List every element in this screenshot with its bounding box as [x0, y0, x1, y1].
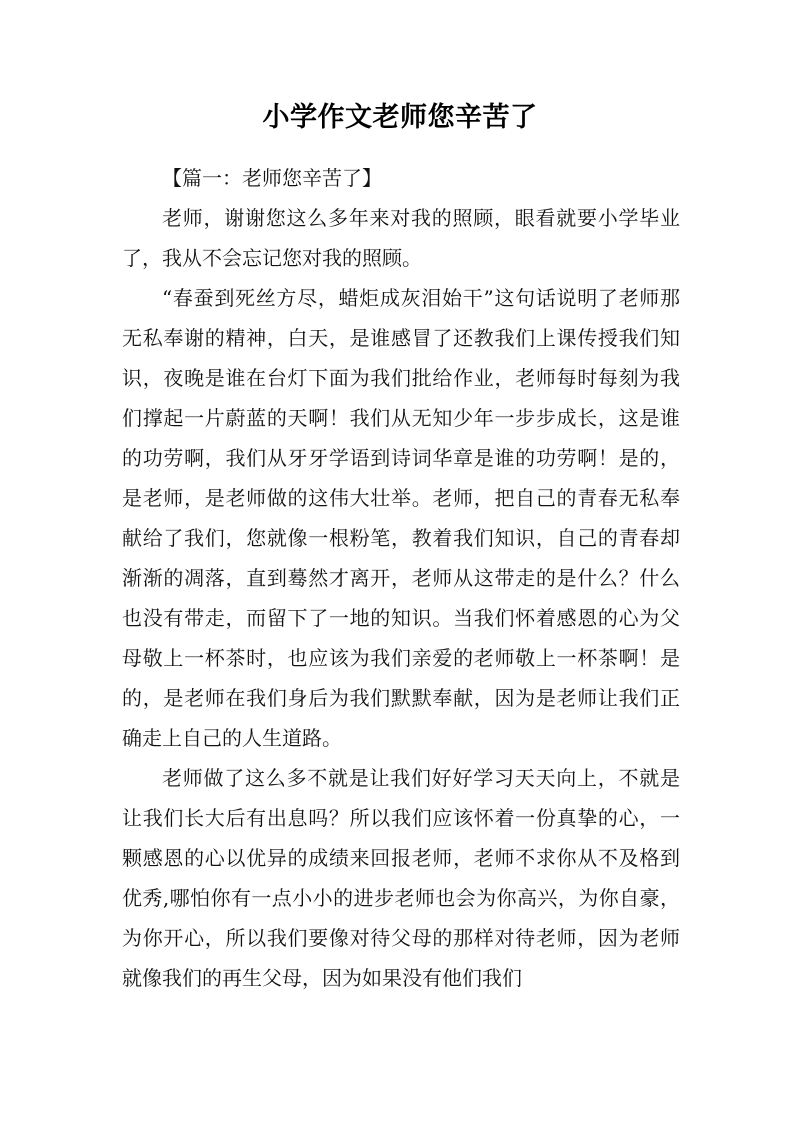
- paragraph-1: 老师，谢谢您这么多年来对我的照顾，眼看就要小学毕业了，我从不会忘记您对我的照顾。: [122, 206, 680, 270]
- document-body: [122, 158, 680, 998]
- paragraph-2: “春蚕到死丝方尽，蜡炬成灰泪始干”这句话说明了老师那无私奉谢的精神，白天，是谁感冒了还教我们上课传授我们知识，夜晚是谁在台灯下面为我们批给作业，老师每时每刻为我们撑起一片蔚蓝的天啊！我们从无知少年一步步成长，这是谁的功劳啊，我们从牙牙学语到诗词华章是谁的功劳啊！是的，是老师，是老师做的这伟大壮举。老师，把自己的青春无私奉献给了我们，您就像一根粉笔，教着我们知识，自己的青春却渐渐的凋落，直到蓦然才离开，老师从这带走的是什么？什么也没有带走，而留下了一地的知识。当我们怀着感恩的心为父母敬上一杯茶时，也应该为我们亲爱的老师敬上一杯茶啊！是的，是老师在我们身后为我们默默奉献，因为是老师让我们正确走上自己的人生道路。: [122, 286, 680, 750]
- paragraph-3: 老师做了这么多不就是让我们好好学习天天向上，不就是让我们长大后有出息吗？所以我们应该怀着一份真挚的心，一颗感恩的心以优异的成绩来回报老师，老师不求你从不及格到优秀,哪怕你有一点小小的进步老师也会为你高兴，为你自豪，为你开心，所以我们要像对待父母的那样对待老师，因为老师就像我们的再生父母，因为如果没有他们我们: [122, 766, 680, 990]
- document-title: 小学作文老师您辛苦了: [262, 102, 538, 133]
- section-label: 【篇一：老师您辛苦了】: [162, 166, 382, 190]
